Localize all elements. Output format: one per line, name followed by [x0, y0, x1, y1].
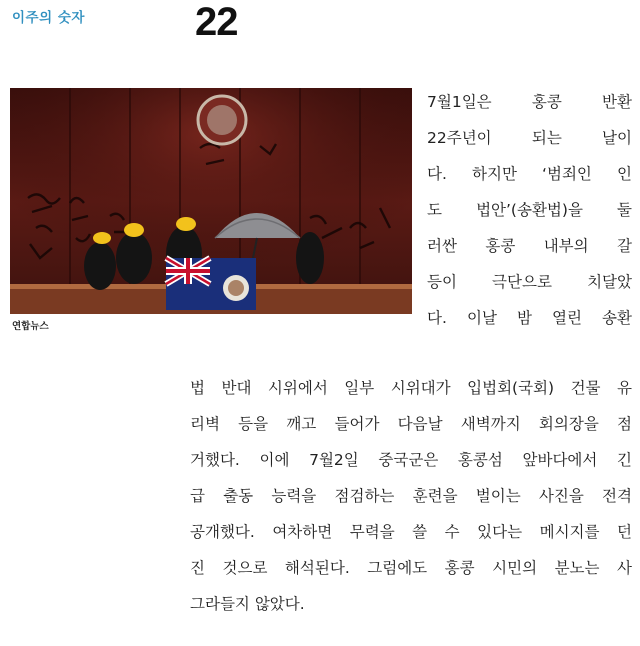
article-line: 도 법안’(송환법)을 둘	[427, 201, 632, 219]
article-line: 리벽 등을 깨고 들어가 다음날 새벽까지 회의장을 점	[190, 415, 632, 433]
article-line: 급 출동 능력을 점검하는 훈련을 벌이는 사진을 전격	[190, 487, 632, 505]
article-line: 7월1일은 홍콩 반환	[427, 93, 632, 111]
article-line: 진 것으로 해석된다. 그럼에도 홍콩 시민의 분노는 사	[190, 559, 632, 577]
article-line: 러싼 홍콩 내부의 갈	[427, 237, 632, 255]
article-line: 그라들지 않았다.	[190, 595, 305, 613]
section-kicker: 이주의 숫자	[12, 10, 85, 26]
photo-credit: 연합뉴스	[12, 321, 49, 332]
article-line: 공개했다. 여차하면 무력을 쓸 수 있다는 메시지를 던	[190, 523, 632, 541]
article-line: 법 반대 시위에서 일부 시위대가 입법회(국회) 건물 유	[190, 379, 632, 397]
headline-number: 22	[195, 0, 238, 44]
article-line: 거했다. 이에 7월2일 중국군은 홍콩섬 앞바다에서 긴	[190, 451, 632, 469]
article-line: 22주년이 되는 날이	[427, 129, 632, 147]
news-photo	[10, 88, 412, 314]
article-line: 다. 이날 밤 열린 송환	[427, 309, 632, 327]
article-line: 다. 하지만 ‘범죄인 인	[427, 165, 632, 183]
article-line: 등이 극단으로 치달았	[427, 273, 632, 291]
